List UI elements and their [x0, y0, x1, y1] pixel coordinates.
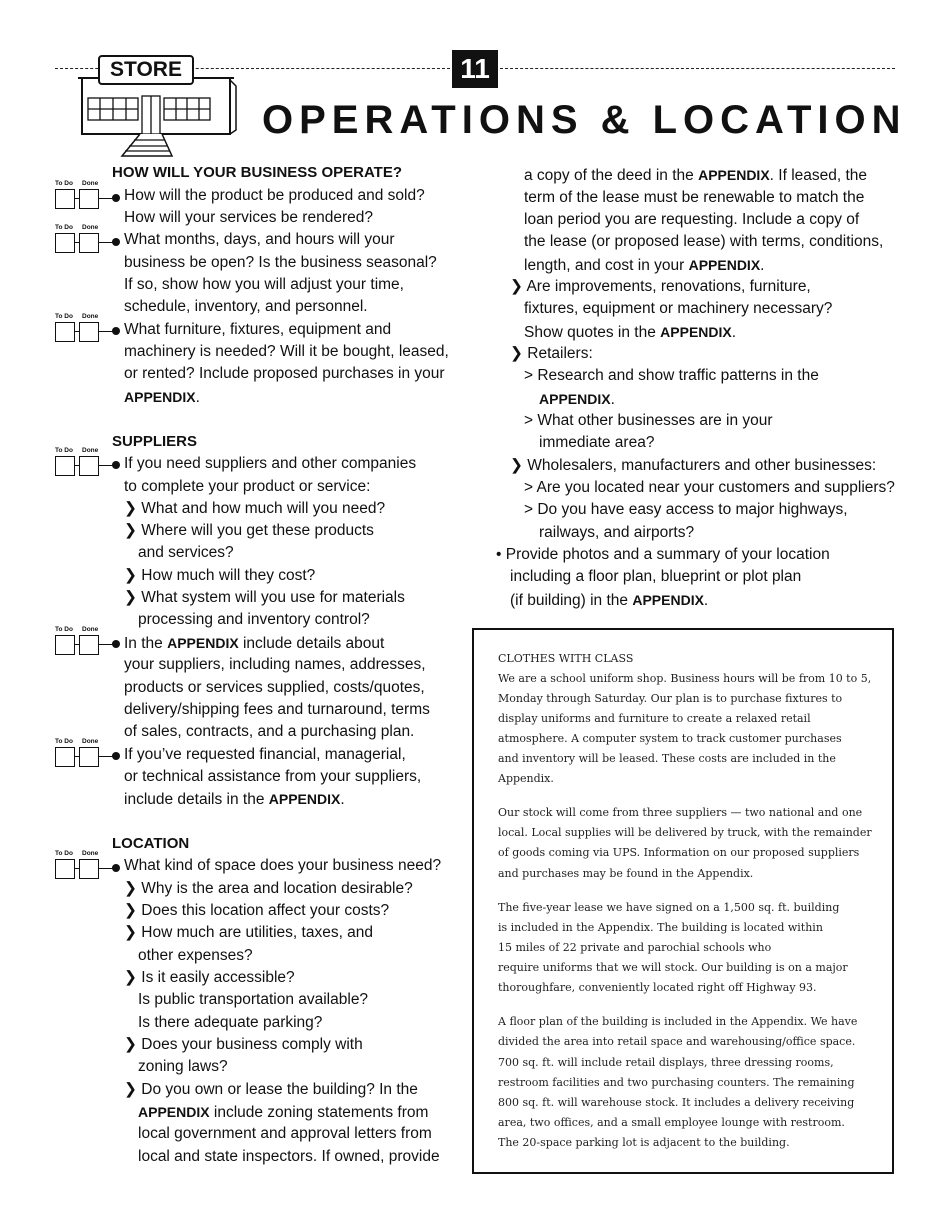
bullet-dot [112, 194, 120, 202]
sub-sub-bullet-line: > Research and show traffic patterns in the [524, 367, 819, 384]
done-checkbox[interactable] [79, 189, 99, 209]
sub-bullet-line: ❯ Wholesalers, manufacturers and other businesses: [510, 457, 877, 474]
checkbox-group-operate-2 [55, 224, 120, 254]
example-text-line: Our stock will come from three suppliers — two national and one [498, 806, 863, 819]
bullet-dot [112, 461, 120, 469]
right-text-line: Show quotes in the APPENDIX. [524, 324, 737, 341]
chevron-right-icon: ❯ [124, 880, 142, 897]
appendix-keyword: APPENDIX [660, 324, 732, 340]
todo-label: To Do [55, 850, 73, 857]
example-text-line: of goods coming via UPS. Information on our proposed suppliers [498, 846, 860, 859]
left-text-line: to complete your product or service: [124, 478, 371, 495]
example-text-line: We are a school uniform shop. Business hours will be from 10 to 5, [498, 672, 872, 685]
todo-checkbox[interactable] [55, 635, 75, 655]
bullet-dot [112, 640, 120, 648]
example-text-line: thoroughfare, conveniently located right off Highway 93. [498, 981, 817, 994]
example-text-line: Monday through Saturday. Our plan is to purchase fixtures to [498, 692, 843, 705]
chevron-right-icon: ❯ [124, 1081, 142, 1098]
chevron-right-icon: ❯ [124, 902, 142, 919]
done-checkbox[interactable] [79, 859, 99, 879]
done-checkbox[interactable] [79, 635, 99, 655]
right-text-line: immediate area? [539, 434, 655, 451]
left-text-line: If so, show how you will adjust your time, [124, 276, 404, 293]
bullet-dot [112, 864, 120, 872]
left-text-line: and services? [138, 544, 234, 561]
left-text-line: business be open? Is the business seasonal? [124, 254, 437, 271]
todo-label: To Do [55, 447, 73, 454]
done-label: Done [82, 850, 99, 857]
done-label: Done [82, 313, 99, 320]
left-text-line: How will the product be produced and sold? [124, 187, 425, 204]
chevron-right-icon: ❯ [510, 278, 527, 295]
todo-label: To Do [55, 626, 73, 633]
bullet-dot [112, 238, 120, 246]
appendix-keyword: APPENDIX [138, 1104, 210, 1120]
left-text-line: local and state inspectors. If owned, provide [138, 1148, 440, 1165]
example-text-line: 700 sq. ft. will include retail displays, three dressing rooms, [498, 1056, 834, 1069]
sub-bullet-line: ❯ Do you own or lease the building? In the [124, 1081, 418, 1098]
done-label: Done [82, 626, 99, 633]
left-text-line: other expenses? [138, 947, 253, 964]
left-text-line: If you’ve requested financial, managerial, [124, 746, 406, 763]
example-text-line: area, two offices, and a small employee lounge with restroom. [498, 1116, 845, 1129]
done-label: Done [82, 224, 99, 231]
left-text-line: APPENDIX. [124, 389, 200, 406]
chevron-right-icon: ❯ [510, 345, 528, 362]
sub-bullet-line: ❯ Where will you get these products [124, 522, 374, 539]
example-text-line: atmosphere. A computer system to track customer purchases [498, 732, 842, 745]
appendix-keyword: APPENDIX [698, 167, 770, 183]
todo-checkbox[interactable] [55, 859, 75, 879]
right-text-line: fixtures, equipment or machinery necessary? [524, 300, 833, 317]
page-number: 11 [452, 50, 498, 88]
sub-bullet-line: ❯ Does this location affect your costs? [124, 902, 390, 919]
bullet-dot [112, 752, 120, 760]
example-text-line: and inventory will be leased. These costs are included in the [498, 752, 836, 765]
todo-checkbox[interactable] [55, 189, 75, 209]
done-checkbox[interactable] [79, 233, 99, 253]
sub-sub-bullet-line: > What other businesses are in your [524, 412, 773, 429]
checkbox-group-operate-1 [55, 180, 120, 210]
left-text-line: products or services supplied, costs/quotes, [124, 679, 425, 696]
appendix-keyword: APPENDIX [124, 389, 196, 405]
right-text-line: (if building) in the APPENDIX. [510, 592, 709, 609]
left-text-line: or rented? Include proposed purchases in your [124, 365, 445, 382]
left-text-line: In the APPENDIX include details about [124, 635, 385, 652]
example-text-line: 15 miles of 22 private and parochial schools who [498, 941, 772, 954]
example-text-line: The five-year lease we have signed on a 1,500 sq. ft. building [498, 901, 840, 914]
store-logo-label: STORE [98, 55, 194, 85]
page-title: OPERATIONS & LOCATION [262, 98, 907, 142]
left-text-line: Is public transportation available? [138, 991, 369, 1008]
sub-bullet-line: ❯ Does your business comply with [124, 1036, 363, 1053]
header-dashed-rule-right [500, 68, 895, 69]
checkbox-group-suppliers-3 [55, 738, 120, 768]
checkbox-group-operate-3 [55, 313, 120, 343]
appendix-keyword: APPENDIX [167, 635, 239, 651]
sub-bullet-line: ❯ How much are utilities, taxes, and [124, 924, 374, 941]
checkbox-group-suppliers-1 [55, 447, 120, 477]
bullet-icon: • [496, 546, 506, 563]
example-text-line: A floor plan of the building is included in the Appendix. We have [498, 1015, 858, 1028]
example-text-line: and purchases may be found in the Appendix. [498, 867, 754, 880]
todo-checkbox[interactable] [55, 233, 75, 253]
sub-sub-bullet-line: > Are you located near your customers and suppliers? [524, 479, 895, 496]
left-text-line: What furniture, fixtures, equipment and [124, 321, 392, 338]
left-text-line: delivery/shipping fees and turnaround, terms [124, 701, 430, 718]
sub-bullet-line: ❯ What system will you use for materials [124, 589, 405, 606]
arrow-right-icon: > [524, 367, 538, 384]
arrow-right-icon: > [524, 412, 538, 429]
bullet-line: • Provide photos and a summary of your location [496, 546, 830, 563]
example-text-line: 800 sq. ft. will warehouse stock. It includes a delivery receiving [498, 1096, 855, 1109]
arrow-right-icon: > [524, 501, 538, 518]
right-text-line: APPENDIX. [539, 391, 615, 408]
example-text-line: is included in the Appendix. The building is located within [498, 921, 823, 934]
example-text-line: local. Local supplies will be delivered by truck, with the remainder [498, 826, 872, 839]
chevron-right-icon: ❯ [124, 969, 142, 986]
todo-label: To Do [55, 313, 73, 320]
left-text-line: processing and inventory control? [138, 611, 370, 628]
example-text-line: require uniforms that we will stock. Our building is on a major [498, 961, 848, 974]
left-text-line: How will your services be rendered? [124, 209, 373, 226]
example-title: CLOTHES WITH CLASS [498, 652, 634, 665]
right-text-line: including a floor plan, blueprint or plot plan [510, 568, 802, 585]
right-text-line: a copy of the deed in the APPENDIX. If leased, the [524, 167, 868, 184]
chevron-right-icon: ❯ [124, 924, 142, 941]
todo-checkbox[interactable] [55, 456, 75, 476]
sub-bullet-line: ❯ Retailers: [510, 345, 593, 362]
left-text-line: schedule, inventory, and personnel. [124, 298, 368, 315]
left-text-line: What kind of space does your business need? [124, 857, 442, 874]
right-text-line: railways, and airports? [539, 524, 695, 541]
left-text-line: If you need suppliers and other companies [124, 455, 417, 472]
left-text-line: What months, days, and hours will your [124, 231, 395, 248]
left-text-line: your suppliers, including names, addresses, [124, 656, 426, 673]
todo-label: To Do [55, 180, 73, 187]
sub-bullet-line: ❯ What and how much will you need? [124, 500, 386, 517]
section-heading-suppliers: SUPPLIERS [112, 433, 198, 450]
appendix-keyword: APPENDIX [632, 592, 704, 608]
sub-bullet-line: ❯ How much will they cost? [124, 567, 316, 584]
checkbox-group-location-1 [55, 850, 120, 880]
done-checkbox[interactable] [79, 456, 99, 476]
left-text-line: or technical assistance from your suppliers, [124, 768, 422, 785]
todo-label: To Do [55, 224, 73, 231]
section-heading-location: LOCATION [112, 835, 190, 852]
left-text-line: machinery is needed? Will it be bought, leased, [124, 343, 449, 360]
todo-label: To Do [55, 738, 73, 745]
done-checkbox[interactable] [79, 747, 99, 767]
checkbox-group-suppliers-2 [55, 626, 120, 656]
left-text-line: zoning laws? [138, 1058, 228, 1075]
arrow-right-icon: > [524, 479, 537, 496]
done-checkbox[interactable] [79, 322, 99, 342]
todo-checkbox[interactable] [55, 322, 75, 342]
example-text-line: Appendix. [498, 772, 554, 785]
chevron-right-icon: ❯ [124, 500, 142, 517]
section-heading-operate: HOW WILL YOUR BUSINESS OPERATE? [112, 164, 403, 181]
sub-sub-bullet-line: > Do you have easy access to major highways, [524, 501, 848, 518]
left-text-line: include details in the APPENDIX. [124, 791, 345, 808]
sub-bullet-line: ❯ Why is the area and location desirable? [124, 880, 413, 897]
left-text-line: of sales, contracts, and a purchasing plan. [124, 723, 415, 740]
done-label: Done [82, 180, 99, 187]
right-text-line: the lease (or proposed lease) with terms, conditions, [524, 233, 884, 250]
left-text-line: APPENDIX include zoning statements from [138, 1104, 429, 1121]
bullet-dot [112, 327, 120, 335]
appendix-keyword: APPENDIX [268, 791, 341, 807]
left-text-line: local government and approval letters from [138, 1125, 432, 1142]
right-text-line: length, and cost in your APPENDIX. [524, 257, 765, 274]
sub-bullet-line: ❯ Are improvements, renovations, furniture, [510, 278, 811, 295]
chevron-right-icon: ❯ [510, 457, 528, 474]
done-label: Done [82, 447, 99, 454]
chevron-right-icon: ❯ [124, 589, 142, 606]
done-label: Done [82, 738, 99, 745]
sub-bullet-line: ❯ Is it easily accessible? [124, 969, 295, 986]
example-text-line: divided the area into retail space and warehousing/office space. [498, 1035, 856, 1048]
chevron-right-icon: ❯ [124, 522, 142, 539]
chevron-right-icon: ❯ [124, 1036, 142, 1053]
right-text-line: loan period you are requesting. Include a copy of [524, 211, 860, 228]
example-text-line: restroom facilities and two purchasing counters. The remaining [498, 1076, 855, 1089]
right-text-line: term of the lease must be renewable to match the [524, 189, 865, 206]
left-text-line: Is there adequate parking? [138, 1014, 323, 1031]
appendix-keyword: APPENDIX [688, 257, 761, 273]
example-text-line: The 20-space parking lot is adjacent to the building. [498, 1136, 790, 1149]
appendix-keyword: APPENDIX [539, 391, 611, 407]
chevron-right-icon: ❯ [124, 567, 142, 584]
todo-checkbox[interactable] [55, 747, 75, 767]
example-text-line: display uniforms and furniture to create a relaxed retail [498, 712, 811, 725]
